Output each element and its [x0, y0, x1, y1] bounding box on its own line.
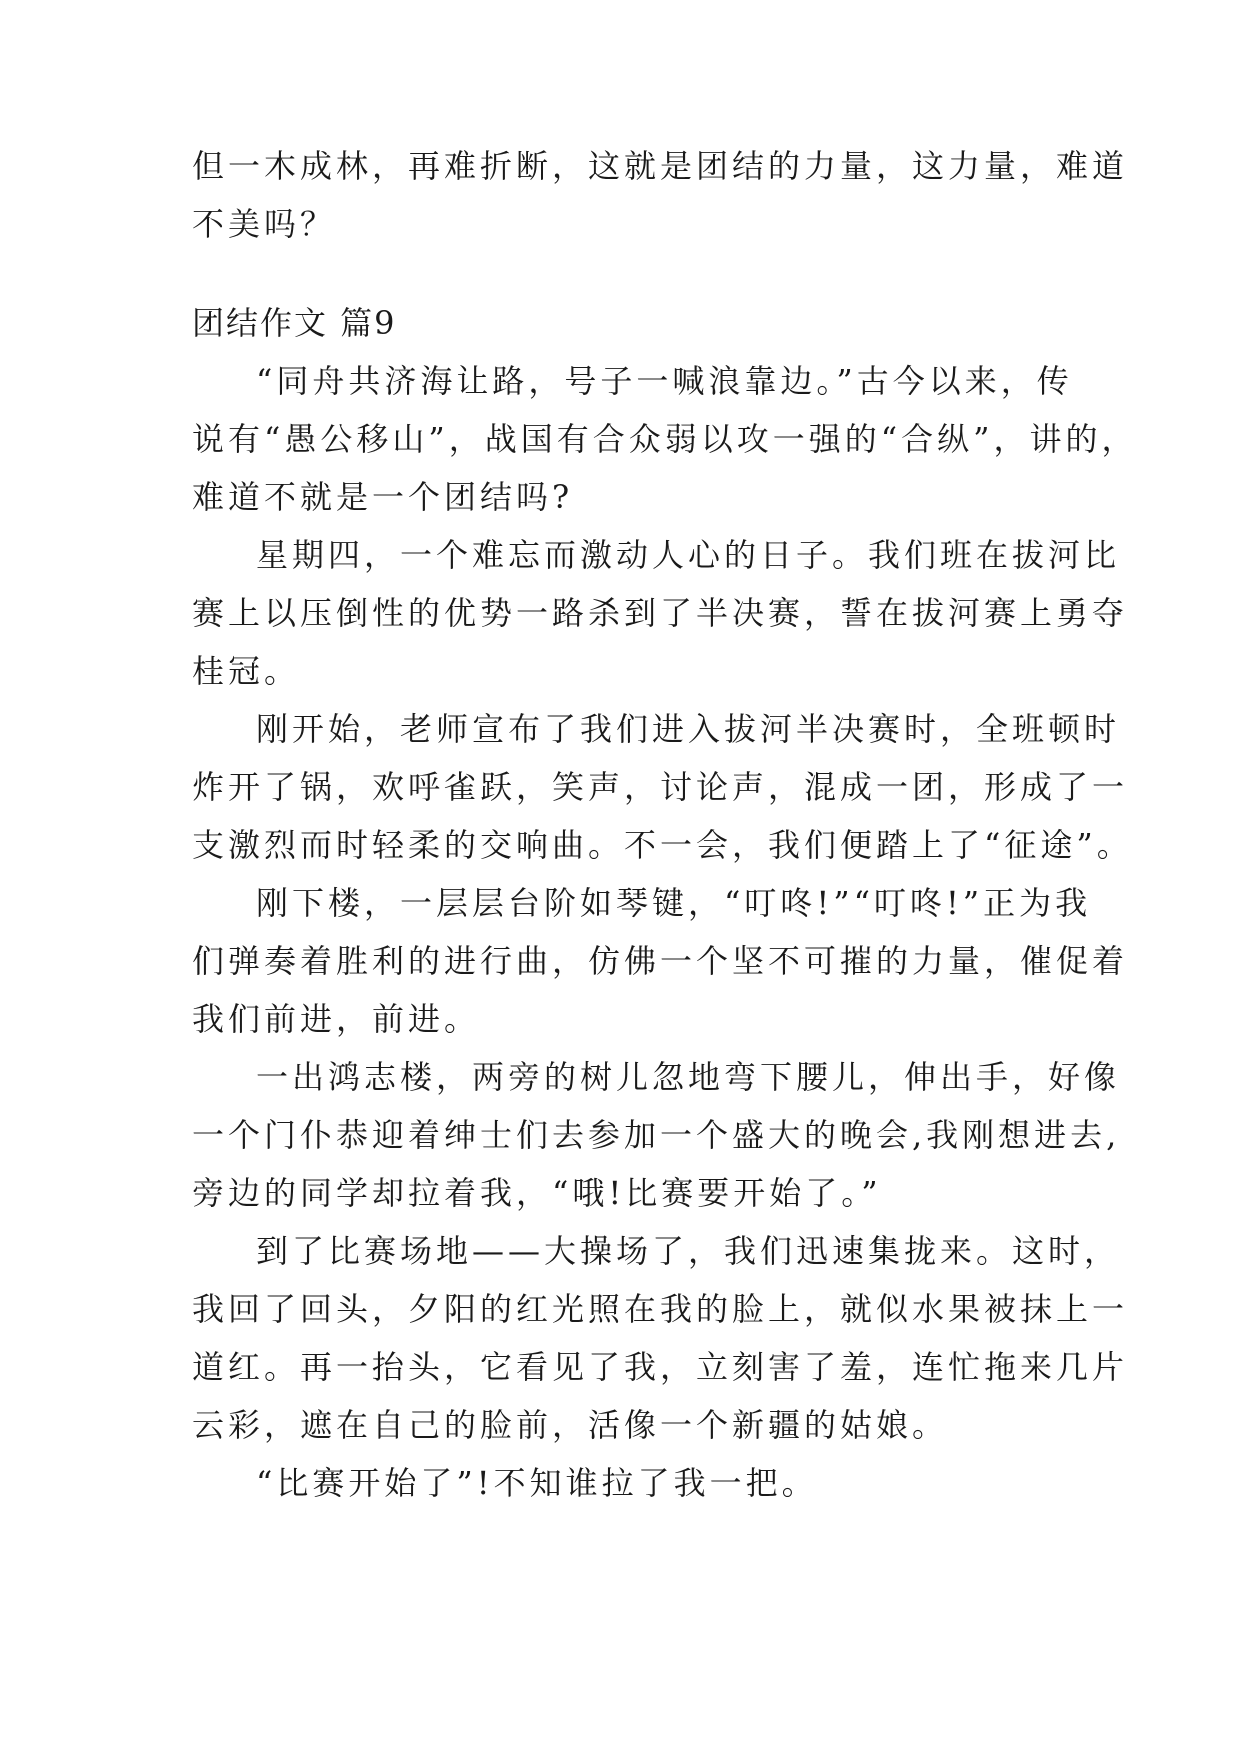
paragraph: [192, 874, 1129, 1048]
text-line: 云彩，遮在自己的脸前，活像一个新疆的姑娘。: [192, 1406, 949, 1444]
paragraph: [192, 700, 1133, 874]
text-line: 赛上以压倒性的优势一路杀到了半决赛，誓在拔河赛上勇夺: [192, 594, 1129, 632]
text-line: 旁边的同学却拉着我，“哦!比赛要开始了。”: [192, 1174, 882, 1212]
body-paragraphs: [192, 352, 1138, 1512]
text-line: 支激烈而时轻柔的交响曲。不一会，我们便踏上了“征途”。: [192, 826, 1133, 864]
text-line: 炸开了锅，欢呼雀跃，笑声，讨论声，混成一团，形成了一: [192, 768, 1129, 806]
text-line: 说有“愚公移山”，战国有合众弱以攻一强的“合纵”，讲的，: [192, 420, 1138, 458]
intro-paragraph: [192, 137, 1129, 253]
paragraph: [192, 526, 1129, 700]
text-line: 到了比赛场地——大操场了，我们迅速集拢来。这时，: [256, 1232, 1121, 1270]
text-line: 们弹奏着胜利的进行曲，仿佛一个坚不可摧的力量，催促着: [192, 942, 1129, 980]
text-line: 一出鸿志楼，两旁的树儿忽地弯下腰儿，伸出手，好像: [256, 1058, 1121, 1096]
section-title: 团结作文 篇9: [192, 304, 397, 342]
text-line: “同舟共济海让路，号子一喊浪靠边。”古今以来，传: [256, 362, 1073, 400]
text-line: 我们前进，前进。: [192, 1000, 481, 1038]
text-line: 但一木成林，再难折断，这就是团结的力量，这力量，难道: [192, 147, 1129, 185]
paragraph: [192, 352, 1138, 526]
text-line: 桂冠。: [192, 652, 301, 690]
text-line: 道红。再一抬头，它看见了我，立刻害了羞，连忙拖来几片: [192, 1348, 1129, 1386]
paragraph: [192, 1454, 1072, 1512]
text-line: 难道不就是一个团结吗?: [192, 478, 574, 516]
paragraph: [192, 1222, 1129, 1454]
text-line: 刚开始，老师宣布了我们进入拔河半决赛时，全班顿时: [256, 710, 1121, 748]
paragraph: [192, 1048, 1121, 1222]
text-line: “比赛开始了”!不知谁拉了我一把。: [256, 1464, 818, 1502]
text-line: 星期四，一个难忘而激动人心的日子。我们班在拔河比: [256, 536, 1121, 574]
section-title-block: [192, 294, 1072, 352]
text-line: 我回了回头，夕阳的红光照在我的脸上，就似水果被抹上一: [192, 1290, 1129, 1328]
text-line: 刚下楼，一层层台阶如琴键，“叮咚!”“叮咚!”正为我: [256, 884, 1092, 922]
text-line: 一个门仆恭迎着绅士们去参加一个盛大的晚会,我刚想进去,: [192, 1116, 1121, 1154]
text-line: 不美吗？: [192, 205, 337, 243]
